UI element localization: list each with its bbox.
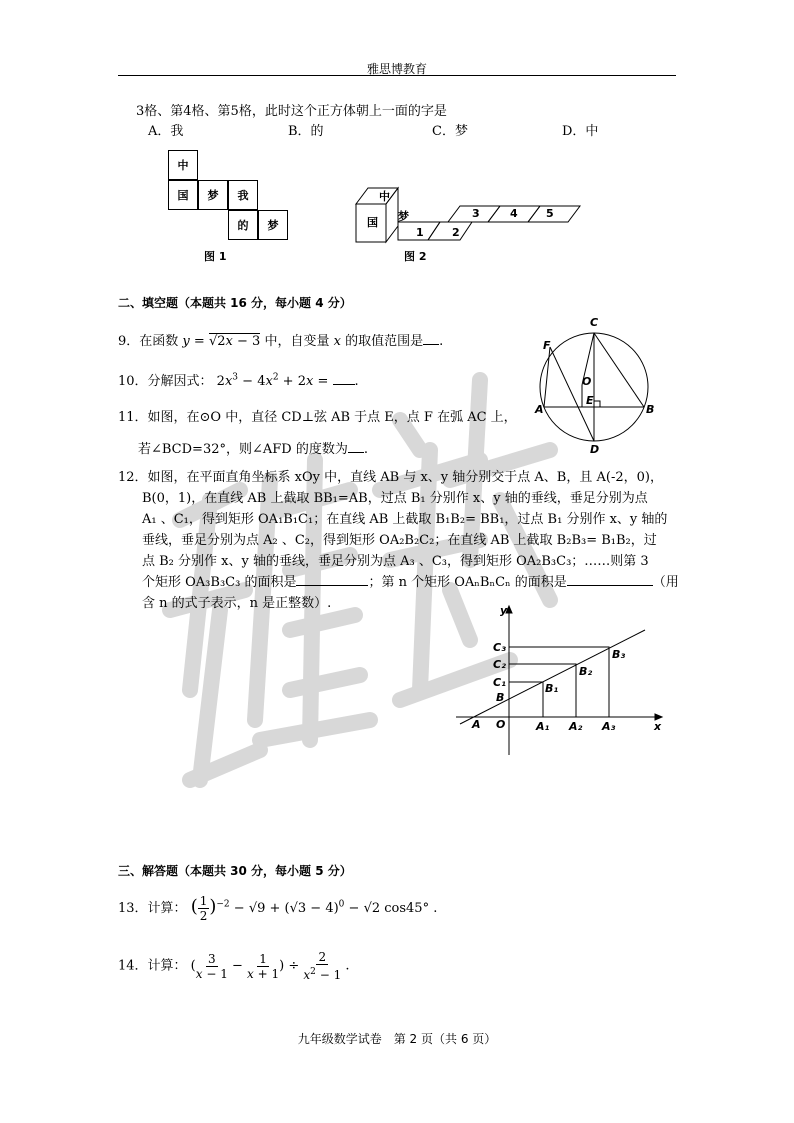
q12-origin: O: [496, 718, 506, 731]
q9-line: 9．在函数 y = √2x − 3 中，自变量 x 的取值范围是 .: [118, 334, 444, 349]
section-2-title: 二、填空题（本题共 16 分，每小题 4 分）: [118, 296, 352, 310]
q11-label-a: A: [535, 403, 544, 416]
q12-line3: A₁ 、C₁，得到矩形 OA₁B₁C₁；在直线 AB 上截取 B₁B₂= BB₁，过点 B₁ 分别作 x、y 轴的: [142, 512, 668, 527]
q12-line2: B(0，1)，在直线 AB 上截取 BB₁=AB，过点 B₁ 分别作 x、y 轴的垂线，垂足分别为点: [142, 491, 648, 506]
q12-answer-blank-2[interactable]: [567, 573, 653, 586]
fig1-cell: 国: [168, 180, 198, 210]
q9-answer-blank[interactable]: [423, 332, 439, 345]
q12-axis-y: y: [500, 604, 508, 617]
q8-option-b: B．的: [288, 124, 324, 139]
q12-line6b: ；第 n 个矩形 OAₙBₙCₙ 的面积是: [368, 575, 567, 590]
q9-pre: 9．在函数: [118, 334, 179, 349]
q11-label-c: C: [590, 316, 599, 329]
q13-pre: 13．计算：: [118, 901, 187, 916]
fig2-square: 5: [546, 207, 554, 220]
q11-line1: 11．如图，在⊙O 中，直径 CD⊥弦 AB 于点 E，点 F 在弧 AC 上，: [118, 410, 517, 425]
q12-axis-x: x: [654, 720, 662, 733]
q8-text: 3格、第4格、第5格，此时这个正方体朝上一面的字是: [136, 104, 447, 119]
q12-line7: 含 n 的式子表示，n 是正整数）.: [142, 596, 332, 611]
fig1-cell: 我: [228, 180, 258, 210]
q10-end: .: [354, 374, 359, 389]
q13-end: .: [433, 901, 438, 916]
q11-label-d: D: [590, 443, 600, 456]
fig2-cube-top: 中: [379, 190, 390, 203]
q12-point-a: A: [472, 718, 481, 731]
q12-tick-a1: A₁: [536, 720, 550, 733]
q13-line: 13．计算： ( $\frac{1}{2}$ )$^{-2} - √9 + (√3 - 4)^0 - √2$ cos45° .: [118, 894, 438, 923]
fig2-square: 2: [452, 226, 460, 239]
q12-line4: 垂线，垂足分别为点 A₂ 、C₂，得到矩形 OA₂B₂C₂；在直线 AB 上截取 B₂B₃= B₁B₂，过: [142, 533, 657, 548]
fig2-square: 1: [416, 226, 424, 239]
fig2-square: 4: [510, 207, 518, 220]
q11-line2: [138, 438, 368, 457]
q12-line1: 12．如图，在平面直角坐标系 xOy 中，直线 AB 与 x、y 轴分别交于点 A、B，且 A(-2，0)，: [118, 470, 663, 485]
q11-label-o: O: [582, 375, 592, 388]
fig2-cube-side: 梦: [398, 210, 409, 223]
q12-answer-blank-1[interactable]: [296, 573, 368, 586]
fig1-cell: 梦: [198, 180, 228, 210]
q9-end: .: [439, 334, 444, 349]
q11-label-e: E: [586, 394, 594, 407]
q12-tick-a2: A₂: [569, 720, 583, 733]
q8-option-a: A．我: [148, 124, 184, 139]
q9-post2: 的取值范围是: [345, 334, 424, 349]
page-footer: 九年级数学试卷 第 2 页（共 6 页）: [297, 1032, 497, 1046]
q11-circle-figure: [530, 315, 660, 460]
q11-end: .: [363, 442, 368, 457]
q14-end: .: [345, 958, 350, 974]
q12-graph: [450, 600, 670, 760]
q11-line2-text: 若∠BCD=32°，则∠AFD 的度数为: [138, 442, 348, 457]
section-3-title: 三、解答题（本题共 30 分，每小题 5 分）: [118, 864, 352, 878]
q12-point-b: B: [496, 691, 505, 704]
fig1-cell: 梦: [258, 210, 288, 240]
q12-line5: 点 B₂ 分别作 x、y 轴的垂线，垂足分别为点 A₃ 、C₃，得到矩形 OA₂B₃C₃；……则第 3: [142, 554, 649, 569]
q10-line: 10．分解因式： $2x^3 - 4x^2 + 2x$ = .: [118, 372, 359, 389]
fig1-cell: 中: [168, 150, 198, 180]
q12-tick-c1: C₁: [493, 676, 506, 689]
q11-label-b: B: [646, 403, 655, 416]
page-header: 雅思博教育: [366, 62, 427, 76]
q8-option-d: D．中: [562, 124, 599, 139]
fig1-cell: 的: [228, 210, 258, 240]
fig1-caption: 图 1: [204, 250, 227, 263]
q12-tick-a3: A₃: [602, 720, 616, 733]
q11-label-f: F: [543, 339, 551, 352]
q12-tick-c3: C₃: [493, 641, 506, 654]
q12-line6c: （用: [652, 575, 679, 590]
q14-pre: 14．计算：: [118, 958, 187, 974]
q12-point-b2: B₂: [579, 665, 593, 678]
q12-line6a: 个矩形 OA₃B₃C₃ 的面积是: [142, 575, 297, 590]
q12-line6: [142, 571, 679, 590]
q11-answer-blank[interactable]: [348, 440, 364, 453]
header-rule: [118, 75, 676, 76]
fig2-square: 3: [472, 207, 480, 220]
q12-tick-c2: C₂: [493, 658, 506, 671]
q9-post: 中，自变量: [264, 334, 330, 349]
q14-line: 14．计算： ( $\frac{3}{x - 1}$ − $\frac{1}{x + 1}$ ) ÷ $\frac{2}{x^2 - 1}$ .: [118, 950, 350, 982]
q10-answer-blank[interactable]: [333, 372, 355, 385]
q10-pre: 10．分解因式：: [118, 374, 213, 389]
fig2-caption: 图 2: [404, 250, 427, 263]
q8-option-c: C．梦: [432, 124, 468, 139]
fig2-cube-front: 国: [367, 216, 378, 229]
q12-point-b3: B₃: [612, 648, 626, 661]
q12-point-b1: B₁: [545, 682, 559, 695]
